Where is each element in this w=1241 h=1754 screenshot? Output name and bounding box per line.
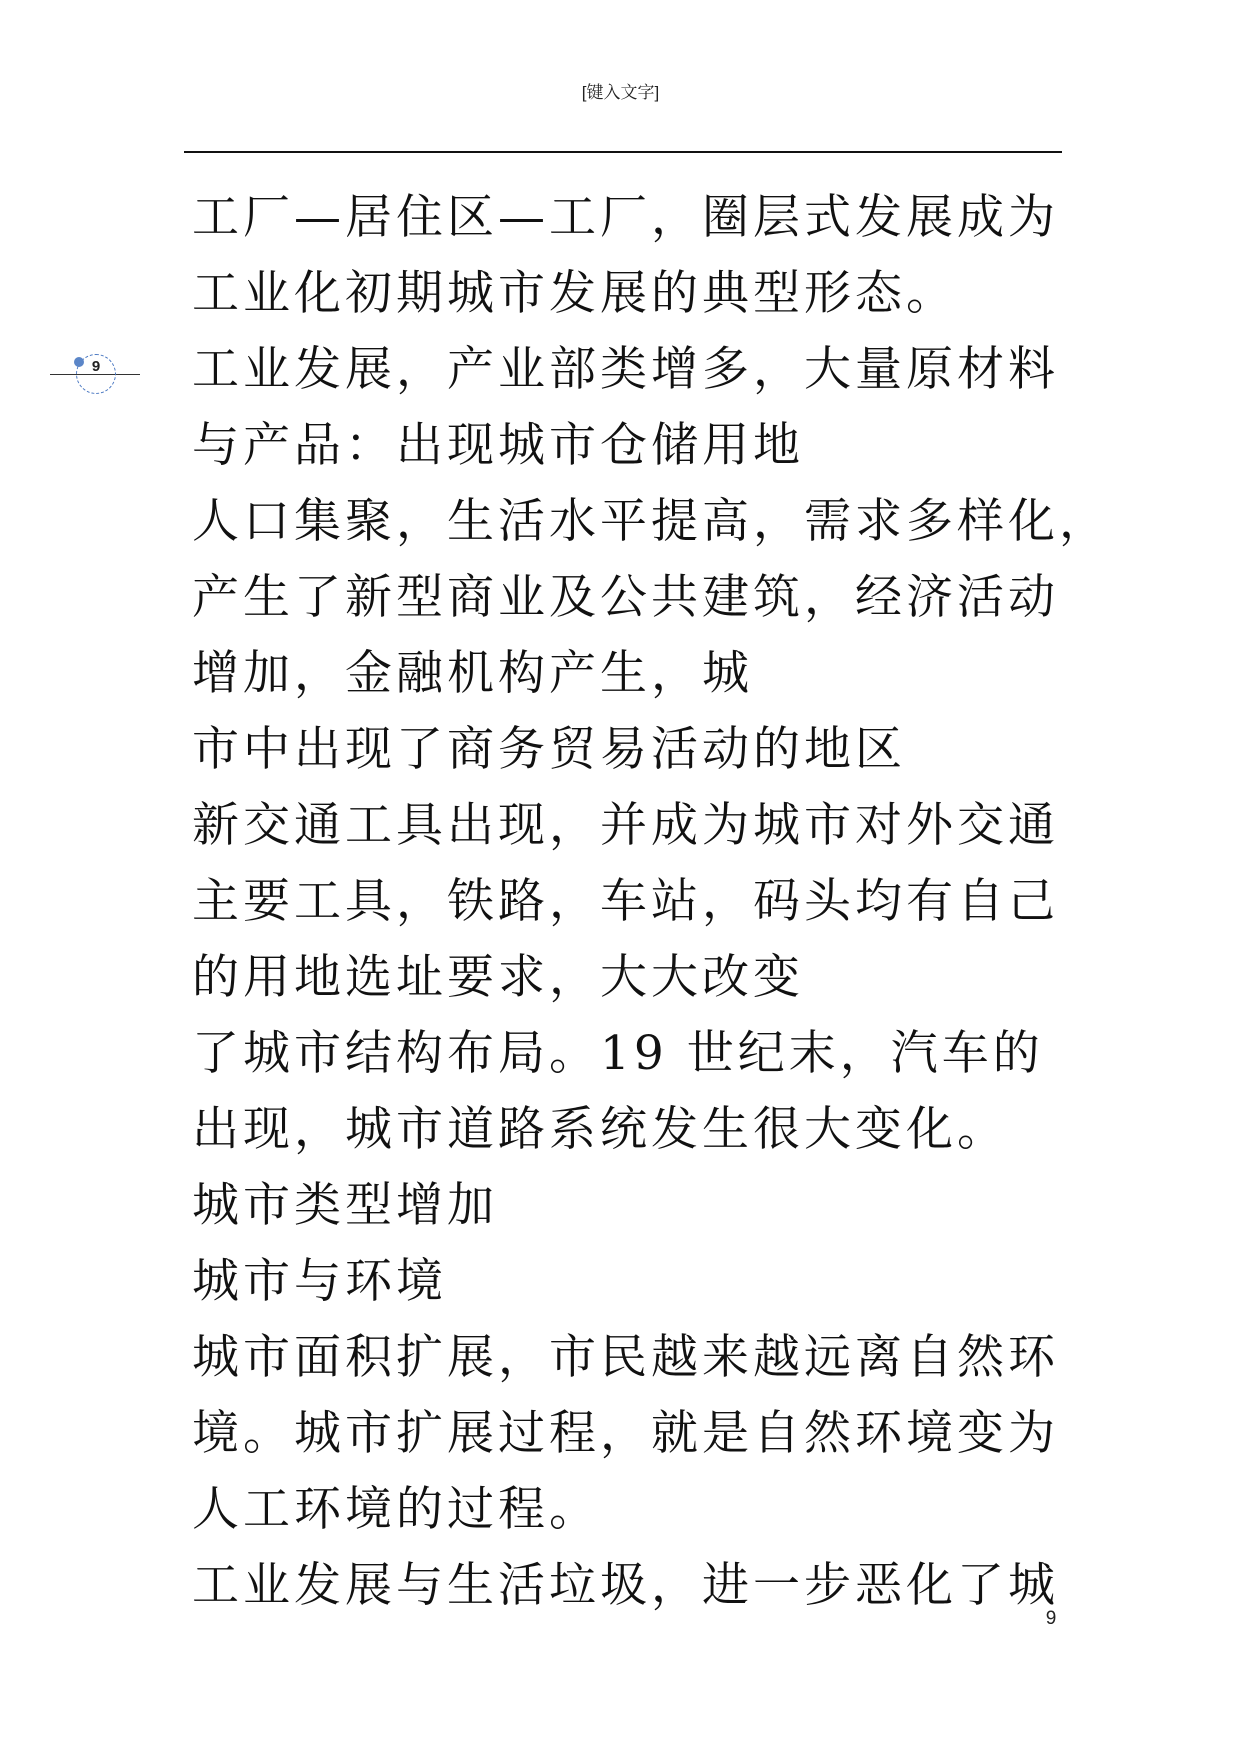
body-text-line: 人口集聚，生活水平提高，需求多样化， [192, 494, 1110, 549]
body-text-line: 了城市结构布局。19 世纪末，汽车的 [192, 1026, 1044, 1081]
body-text-line: 市中出现了商务贸易活动的地区 [192, 722, 906, 777]
margin-marker-number: 9 [91, 358, 101, 375]
body-text-line: 城市与环境 [192, 1254, 447, 1309]
body-text-line: 与产品：出现城市仓储用地 [192, 418, 804, 473]
body-text-line: 城市类型增加 [192, 1178, 498, 1233]
document-body [192, 180, 1241, 1624]
body-text-line: 主要工具，铁路，车站，码头均有自己 [192, 874, 1059, 929]
body-text-line: 工业发展，产业部类增多，大量原材料 [192, 342, 1059, 397]
body-text-line: 增加，金融机构产生，城 [192, 646, 753, 701]
header-divider [184, 151, 1062, 153]
body-text-line: 工业发展与生活垃圾，进一步恶化了城 [192, 1558, 1059, 1613]
body-text-line: 的用地选址要求，大大改变 [192, 950, 804, 1005]
page-number-margin-marker [50, 352, 140, 400]
body-text-line: 新交通工具出现，并成为城市对外交通 [192, 798, 1059, 853]
body-text-line: 城市面积扩展，市民越来越远离自然环 [192, 1330, 1059, 1385]
body-text-line: 人工环境的过程。 [192, 1482, 600, 1537]
body-text-line: 产生了新型商业及公共建筑，经济活动 [192, 570, 1059, 625]
body-text-line: 工厂—居住区—工厂，圈层式发展成为 [192, 190, 1059, 245]
body-text-line: 出现，城市道路系统发生很大变化。 [192, 1102, 1008, 1157]
header-placeholder-text[interactable]: [键入文字] [581, 83, 660, 102]
body-text-line: 工业化初期城市发展的典型形态。 [192, 266, 957, 321]
footer-page-number: 9 [1045, 1608, 1057, 1629]
body-text-line: 境。城市扩展过程，就是自然环境变为 [192, 1406, 1059, 1461]
margin-marker-dot-icon [74, 357, 84, 367]
